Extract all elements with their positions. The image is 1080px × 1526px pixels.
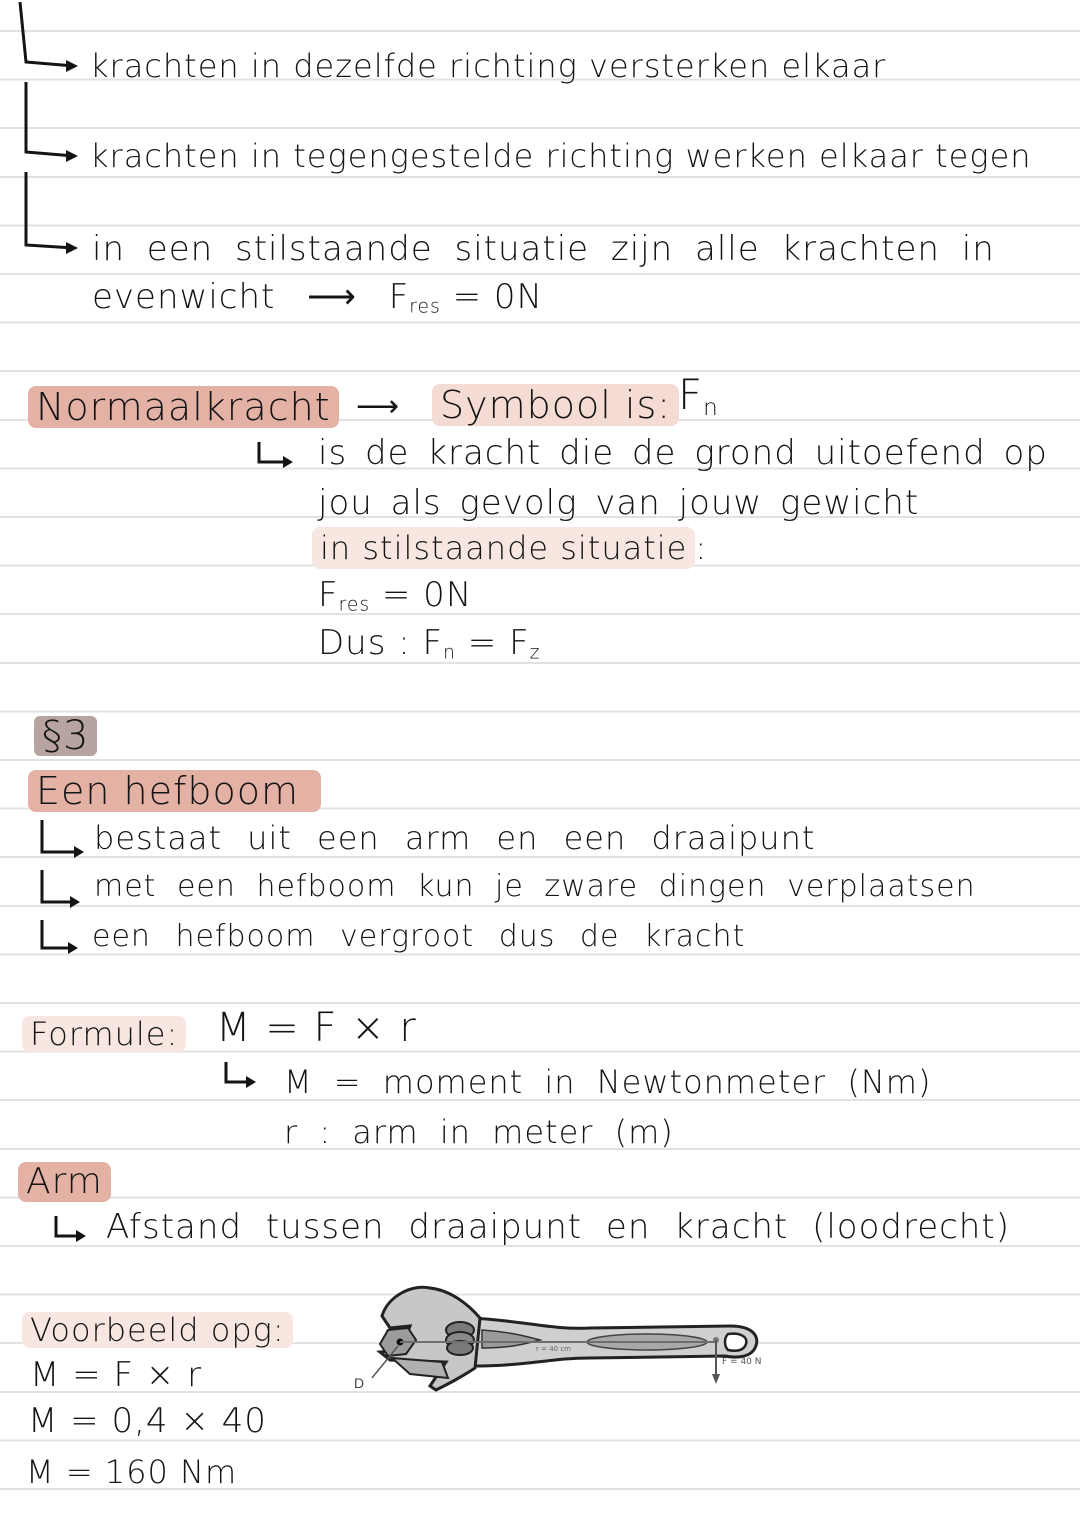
paragraph-number: §3 — [34, 716, 97, 756]
normal-force-title: Normaalkracht — [28, 386, 339, 428]
bracket-arrow-icon — [36, 818, 96, 958]
pivot-label: D — [354, 1375, 365, 1391]
forces-item-2: krachten in tegengestelde richting werken elkaar tegen — [90, 137, 1032, 175]
arrow-right-icon: ⟶ — [307, 277, 357, 317]
forces-item-1: krachten in dezelfde richting versterken elkaar — [90, 47, 887, 85]
resultant-force-formula: $F_{res} = 0N$ — [388, 277, 543, 318]
symbol-label: Symbool is: — [432, 384, 679, 426]
sub-arrow-icon — [52, 1214, 102, 1244]
arm-title: Arm — [18, 1162, 111, 1202]
arm-length-label: r = 40 cm — [536, 1345, 571, 1353]
equation-normal-equals-gravity: Dus : $F_n = F_z$ — [318, 623, 541, 664]
forces-item-3-line2 — [92, 277, 543, 318]
example-label: Voorbeeld opg: — [22, 1312, 293, 1348]
example-step-3: M = 160 Nm — [26, 1453, 238, 1491]
arm-definition: Afstand tussen draaipunt en kracht (loodrecht) — [106, 1207, 1010, 1247]
arrow-right-icon: ⟶ — [356, 389, 401, 424]
equilibrium-word: evenwicht — [92, 277, 276, 317]
definition-moment: M = moment in Newtonmeter (Nm) — [284, 1063, 932, 1101]
condition-line: in stilstaande situatie : — [312, 532, 707, 564]
normal-force-desc-1: is de kracht die de grond uitoefend op — [318, 433, 1048, 473]
normal-force-symbol: $F_n$ — [678, 370, 719, 421]
moment-formula: M = F × r — [216, 1005, 417, 1051]
forces-item-3: in een stilstaande situatie zijn alle krachten in — [92, 229, 995, 269]
sub-arrow-icon — [222, 1060, 272, 1090]
lever-bullet-1: bestaat uit een arm en een draaipunt — [94, 819, 816, 857]
force-label: F = 40 N — [722, 1357, 762, 1367]
lever-bullet-3: een hefboom vergroot dus de kracht — [92, 919, 746, 954]
equation-resultant: $F_{res} = 0N$ — [318, 575, 473, 616]
lever-title: Een hefboom — [28, 770, 321, 812]
wrench-figure — [350, 1278, 770, 1398]
definition-arm: r : arm in meter (m) — [284, 1113, 674, 1151]
example-step-2: M = 0,4 × 40 — [28, 1401, 267, 1441]
lever-bullet-2: met een hefboom kun je zware dingen verplaatsen — [94, 869, 976, 904]
example-step-1: M = F × r — [30, 1355, 203, 1395]
sub-arrow-icon — [255, 440, 305, 470]
wrench-icon — [350, 1278, 770, 1398]
formula-label: Formule: — [22, 1016, 186, 1052]
bracket-arrow-icon — [16, 0, 86, 260]
condition-highlight: in stilstaande situatie — [312, 527, 695, 569]
normal-force-desc-2: jou als gevolg van jouw gewicht — [318, 483, 920, 523]
